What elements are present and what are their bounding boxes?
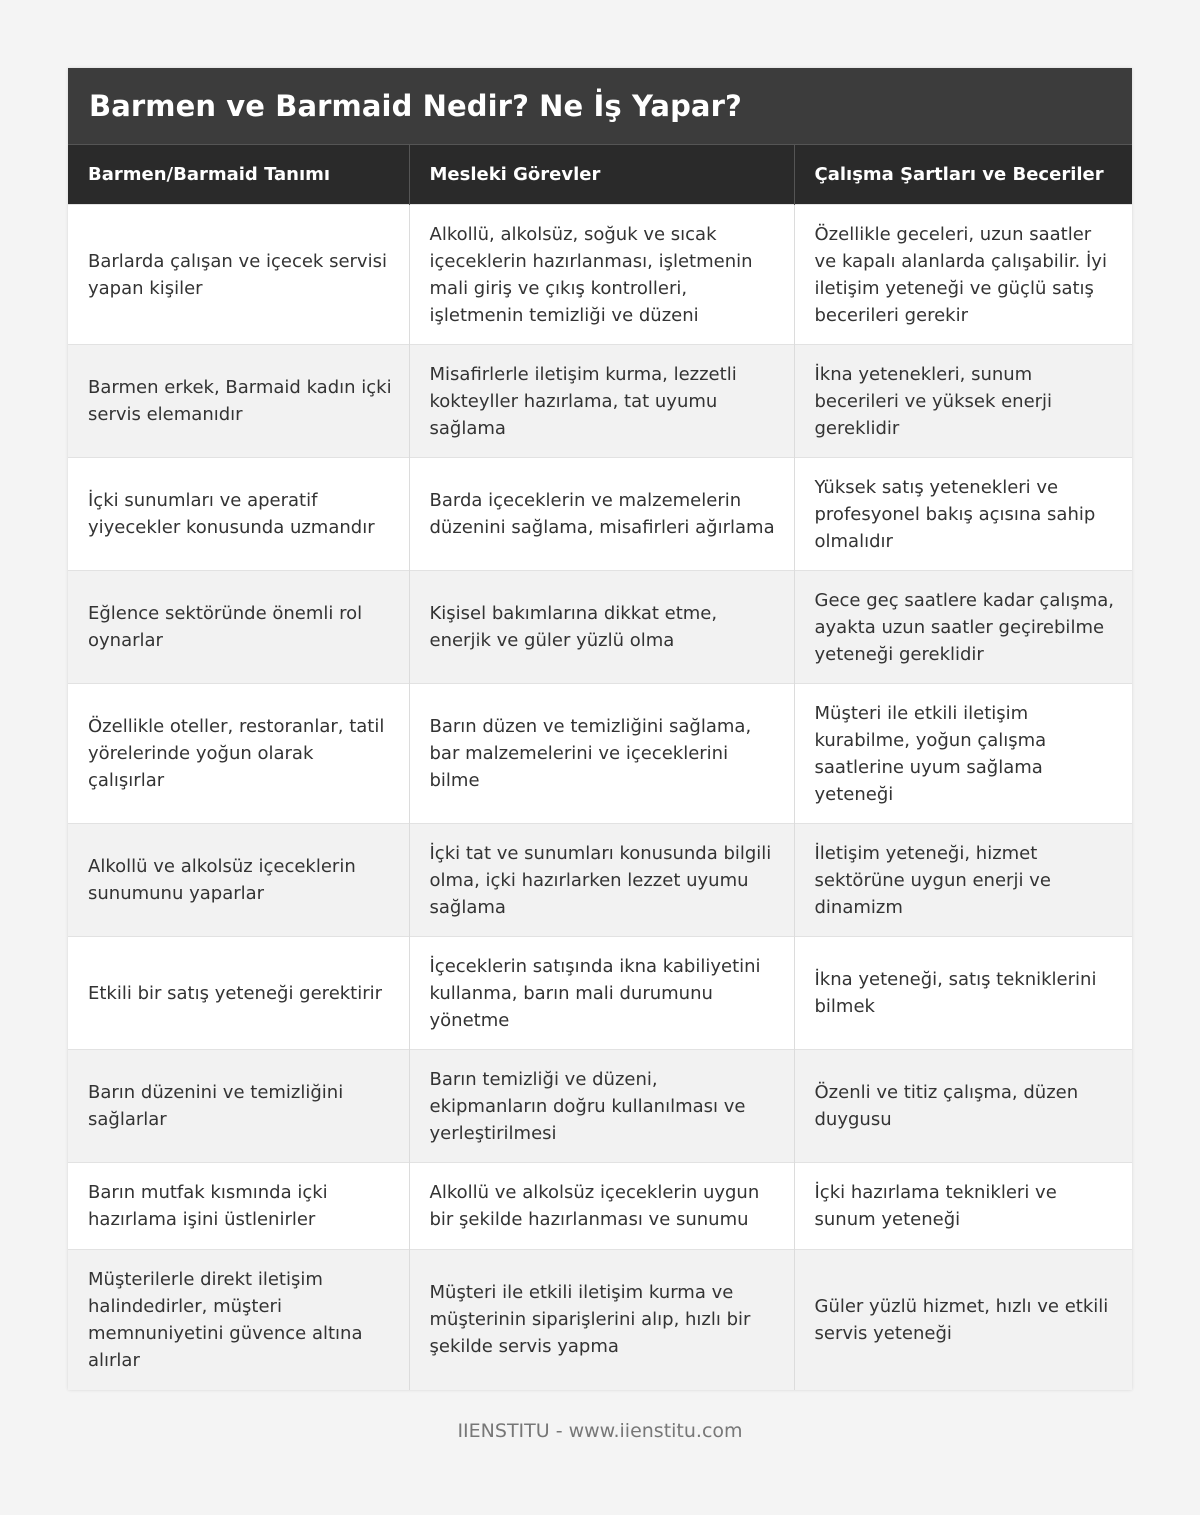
table-cell-definition: Müşterilerle direkt iletişim halindedirler, müşteri memnuniyetini güvence altına alırlar — [68, 1250, 409, 1390]
table-cell-conditions: Yüksek satış yetenekleri ve profesyonel bakış açısına sahip olmalıdır — [794, 458, 1132, 571]
table-cell-conditions: İçki hazırlama teknikleri ve sunum yeteneği — [794, 1163, 1132, 1250]
column-header-conditions: Çalışma Şartları ve Beceriler — [794, 145, 1132, 205]
column-header-definition: Barmen/Barmaid Tanımı — [68, 145, 409, 205]
table-cell-conditions: Özenli ve titiz çalışma, düzen duygusu — [794, 1050, 1132, 1163]
table-row — [68, 1163, 1132, 1250]
table-cell-duties: Müşteri ile etkili iletişim kurma ve müşterinin siparişlerini alıp, hızlı bir şekilde servis yapma — [409, 1250, 794, 1390]
info-table — [68, 144, 1132, 1390]
table-cell-conditions: Güler yüzlü hizmet, hızlı ve etkili servis yeteneği — [794, 1250, 1132, 1390]
table-cell-duties: İçeceklerin satışında ikna kabiliyetini kullanma, barın mali durumunu yönetme — [409, 937, 794, 1050]
table-cell-duties: İçki tat ve sunumları konusunda bilgili olma, içki hazırlarken lezzet uyumu sağlama — [409, 824, 794, 937]
table-cell-definition: Barın düzenini ve temizliğini sağlarlar — [68, 1050, 409, 1163]
table-cell-definition: Özellikle oteller, restoranlar, tatil yörelerinde yoğun olarak çalışırlar — [68, 684, 409, 824]
table-row — [68, 1250, 1132, 1390]
table-cell-definition: Barlarda çalışan ve içecek servisi yapan kişiler — [68, 205, 409, 345]
title-bar — [68, 68, 1132, 144]
table-cell-definition: Alkollü ve alkolsüz içeceklerin sunumunu yaparlar — [68, 824, 409, 937]
table-cell-duties: Misafirlerle iletişim kurma, lezzetli kokteyller hazırlama, tat uyumu sağlama — [409, 345, 794, 458]
table-cell-duties: Alkollü, alkolsüz, soğuk ve sıcak içeceklerin hazırlanması, işletmenin mali giriş ve çıkış kontrolleri, işletmenin temizliği ve düzeni — [409, 205, 794, 345]
table-cell-definition: Barmen erkek, Barmaid kadın içki servis elemanıdır — [68, 345, 409, 458]
table-row — [68, 345, 1132, 458]
table-cell-duties: Barda içeceklerin ve malzemelerin düzenini sağlama, misafirleri ağırlama — [409, 458, 794, 571]
footer-credit: IIENSTITU - www.iienstitu.com — [457, 1420, 743, 1442]
table-row — [68, 937, 1132, 1050]
table-cell-duties: Alkollü ve alkolsüz içeceklerin uygun bir şekilde hazırlanması ve sunumu — [409, 1163, 794, 1250]
table-row — [68, 458, 1132, 571]
table-row — [68, 684, 1132, 824]
table-cell-conditions: Müşteri ile etkili iletişim kurabilme, yoğun çalışma saatlerine uyum sağlama yeteneği — [794, 684, 1132, 824]
page-title: Barmen ve Barmaid Nedir? Ne İş Yapar? — [89, 89, 742, 123]
table-cell-definition: Etkili bir satış yeteneği gerektirir — [68, 937, 409, 1050]
table-cell-duties: Kişisel bakımlarına dikkat etme, enerjik ve güler yüzlü olma — [409, 571, 794, 684]
info-table-card — [68, 68, 1132, 1390]
table-cell-conditions: İkna yetenekleri, sunum becerileri ve yüksek enerji gereklidir — [794, 345, 1132, 458]
table-row — [68, 205, 1132, 345]
table-row — [68, 1050, 1132, 1163]
table-cell-duties: Barın temizliği ve düzeni, ekipmanların doğru kullanılması ve yerleştirilmesi — [409, 1050, 794, 1163]
table-cell-definition: Barın mutfak kısmında içki hazırlama işini üstlenirler — [68, 1163, 409, 1250]
table-header-row — [68, 145, 1132, 205]
table-cell-definition: Eğlence sektöründe önemli rol oynarlar — [68, 571, 409, 684]
table-cell-conditions: İletişim yeteneği, hizmet sektörüne uygun enerji ve dinamizm — [794, 824, 1132, 937]
table-cell-conditions: İkna yeteneği, satış tekniklerini bilmek — [794, 937, 1132, 1050]
table-cell-definition: İçki sunumları ve aperatif yiyecekler konusunda uzmandır — [68, 458, 409, 571]
table-row — [68, 571, 1132, 684]
table-cell-conditions: Özellikle geceleri, uzun saatler ve kapalı alanlarda çalışabilir. İyi iletişim yeteneği ve güçlü satış becerileri gerekir — [794, 205, 1132, 345]
table-row — [68, 824, 1132, 937]
column-header-duties: Mesleki Görevler — [409, 145, 794, 205]
table-cell-conditions: Gece geç saatlere kadar çalışma, ayakta uzun saatler geçirebilme yeteneği gereklidir — [794, 571, 1132, 684]
table-cell-duties: Barın düzen ve temizliğini sağlama, bar malzemelerini ve içeceklerini bilme — [409, 684, 794, 824]
